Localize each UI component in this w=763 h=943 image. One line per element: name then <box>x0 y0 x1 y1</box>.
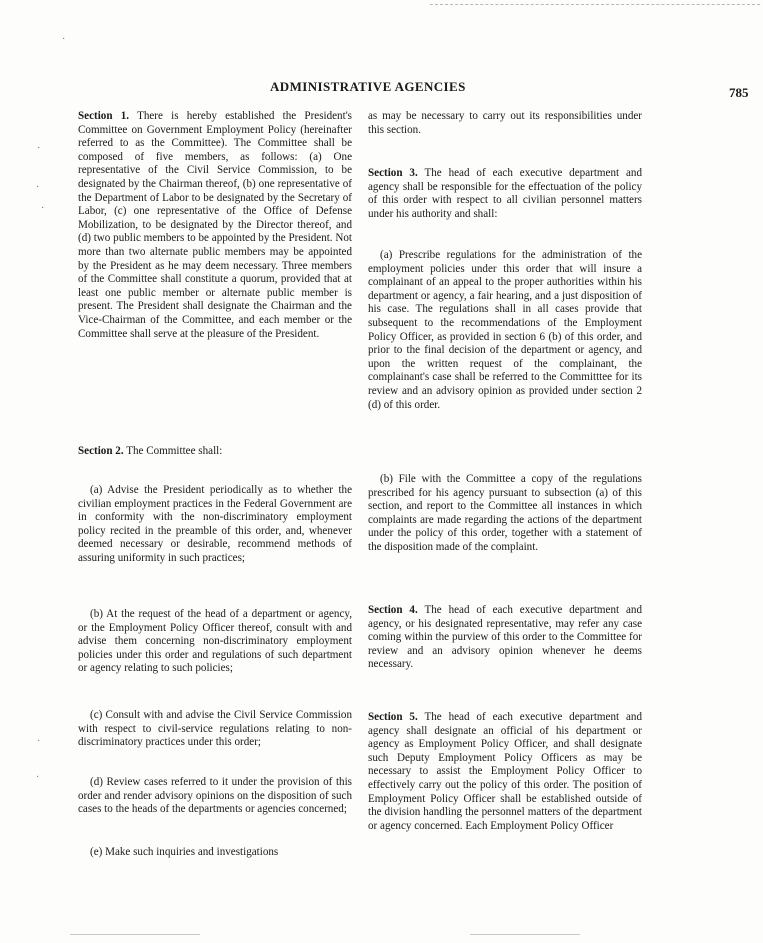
section-2-text: The Committee shall: <box>126 445 223 457</box>
section-5-text: The head of each executive department and agency shall designate an official of his department or agency as Employment Policy Officer, and shall designate such Deputy Employment Policy Officers as may be necessary to assist the Employment Policy Officer to effectively carry out the policy of this order. The position of Employment Policy Officer shall be established outside of the division handling the personnel matters of the department or agency concerned. Each Employment Policy Officer <box>368 711 642 832</box>
scan-speck: · <box>62 34 66 45</box>
section-3-text: The head of each executive department and agency shall be responsible for the effectuation of the policy of this order with respect to all civilian personnel matters under his authority and shall: <box>368 167 642 220</box>
page-number: 785 <box>729 85 749 100</box>
section-3-label: Section 3. <box>368 167 418 179</box>
section-2-paragraph <box>78 445 352 459</box>
section-2-e: (e) Make such inquiries and investigations <box>90 846 279 858</box>
scan-speck: · <box>36 772 40 783</box>
section-1-label: Section 1. <box>78 110 130 122</box>
section-2-a: (a) Advise the President periodically as to whether the civilian employment practices in the Federal Government are in conformity with the non-discriminatory employment policy recited in the preamble of this order, and, whenever deemed necessary or desirable, recommend methods of assuring uniformity in such practices; <box>78 484 352 564</box>
section-1-paragraph <box>78 110 352 341</box>
section-2-c: (c) Consult with and advise the Civil Service Commission with respect to civil-service regulations relating to non-discriminatory practices under this order; <box>78 709 352 749</box>
section-5-paragraph <box>368 711 642 833</box>
scan-edge-line <box>430 4 760 5</box>
section-3-b: (b) File with the Committee a copy of the regulations prescribed for his agency pursuant to subsection (a) of this section, and report to the Committee all instances in which complaints are made regarding the actions of the department under the policy of this order, together with a statement of the disposition made of the complaint. <box>368 473 642 553</box>
scan-speck: · <box>36 182 40 193</box>
section-1-text: There is hereby established the President's Committee on Government Employment Policy (hereinafter referred to as the Committee). The Committee shall be composed of five members, as follows: (a) One representative of the Civil Service Commission, to be designated by the Chairman thereof, (b) one representative of the Department of Labor to be designated by the Secretary of Labor, (c) one representative of the Office of Defense Mobilization, to be designated by the Director thereof, and (d) two public members to be appointed by the President. Not more than two alternate public members may be appointed by the President as he may deem necessary. Three members of the Committee shall constitute a quorum, provided that at least one public member or alternate public member is present. The President shall designate the Chairman and the Vice-Chairman of the Committee, and each member or the Committee shall serve at the pleasure of the President. <box>78 110 353 340</box>
section-2-e-continued: as may be necessary to carry out its responsibilities under this section. <box>368 110 642 136</box>
scan-edge-line <box>70 934 200 935</box>
section-4-text: The head of each executive department and agency, or his designated representative, may refer any case coming within the purview of this order to the Committee for review and an advisory opinion whenever he deems necessary. <box>368 604 642 671</box>
section-3-a: (a) Prescribe regulations for the administration of the employment policies under this order that will insure a complainant of an appeal to the proper authorities within his department or agency, a fair hearing, and a just disposition of his case. The regulations shall in all cases provide that subsequent to the recommendations of the Employment Policy Officer, as provided in section 6 (b) of this order, and prior to the final decision of the department or agency, and upon the written request of the complainant, the complainant's case shall be referred to the Committtee for its review and an advisory opinion as provided under section 2 (d) of this order. <box>368 249 642 411</box>
section-4-paragraph <box>368 604 642 672</box>
section-2-label: Section 2. <box>78 445 124 457</box>
scan-edge-line <box>470 934 580 935</box>
scan-speck: · <box>37 143 41 154</box>
running-head: ADMINISTRATIVE AGENCIES <box>270 79 466 94</box>
scan-speck: · <box>37 736 41 747</box>
section-4-label: Section 4. <box>368 604 418 616</box>
section-3-paragraph <box>368 167 642 221</box>
section-2-b: (b) At the request of the head of a department or agency, or the Employment Policy Officer thereof, consult with and advise them concerning non-discriminatory employment policies under this order and regulations of such department or agency relating to such policies; <box>78 608 352 675</box>
scan-speck: · <box>41 203 45 214</box>
section-5-label: Section 5. <box>368 711 418 723</box>
section-2-d: (d) Review cases referred to it under the provision of this order and render advisory opinions on the disposition of such cases to the heads of the departments or agencies concerned; <box>78 776 352 816</box>
